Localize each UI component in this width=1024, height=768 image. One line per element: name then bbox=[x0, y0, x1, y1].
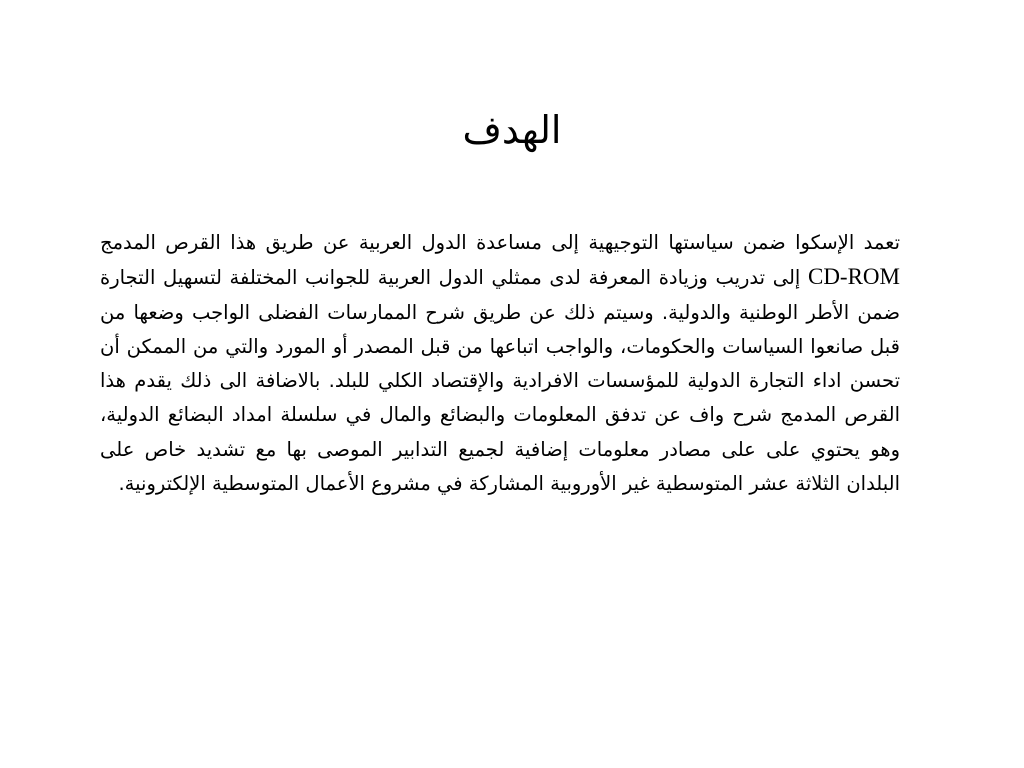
paragraph-text-part2: إلى تدريب وزيادة المعرفة لدى ممثلي الدول العربية للجوانب المختلفة لتسهيل التجارة ضمن الأطر الوطنية والدولية. وسيتم ذلك عن طريق شرح الممارسات الفضلى الواجب وضعها من قبل صانعوا السياسات والحكومات، والواجب اتباعها من قبل المصدر أو المورد والتي من الممكن أن تحسن اداء التجارة الدولية للمؤسسات الافرادية والإقتصاد الكلي للبلد. بالاضافة الى ذلك يقدم هذا القرص المدمج شرح واف عن تدفق المعلومات والبضائع والمال في سلسلة امداد البضائع الدولية، وهو يحتوي على على مصادر معلومات إضافية لجميع التدابير الموصى بها مع تشديد خاص على البلدان الثلاثة عشر المتوسطية غير الأوروبية المشاركة في مشروع الأعمال المتوسطية الإلكترونية. bbox=[100, 266, 900, 496]
slide-title: الهدف bbox=[462, 108, 562, 152]
cd-rom-term: CD-ROM bbox=[807, 264, 900, 290]
paragraph-text-part1: تعمد الإسكوا ضمن سياستها التوجيهية إلى مساعدة الدول العربية عن طريق هذا القرص المدمج bbox=[100, 231, 900, 254]
slide-body-paragraph bbox=[100, 226, 900, 501]
